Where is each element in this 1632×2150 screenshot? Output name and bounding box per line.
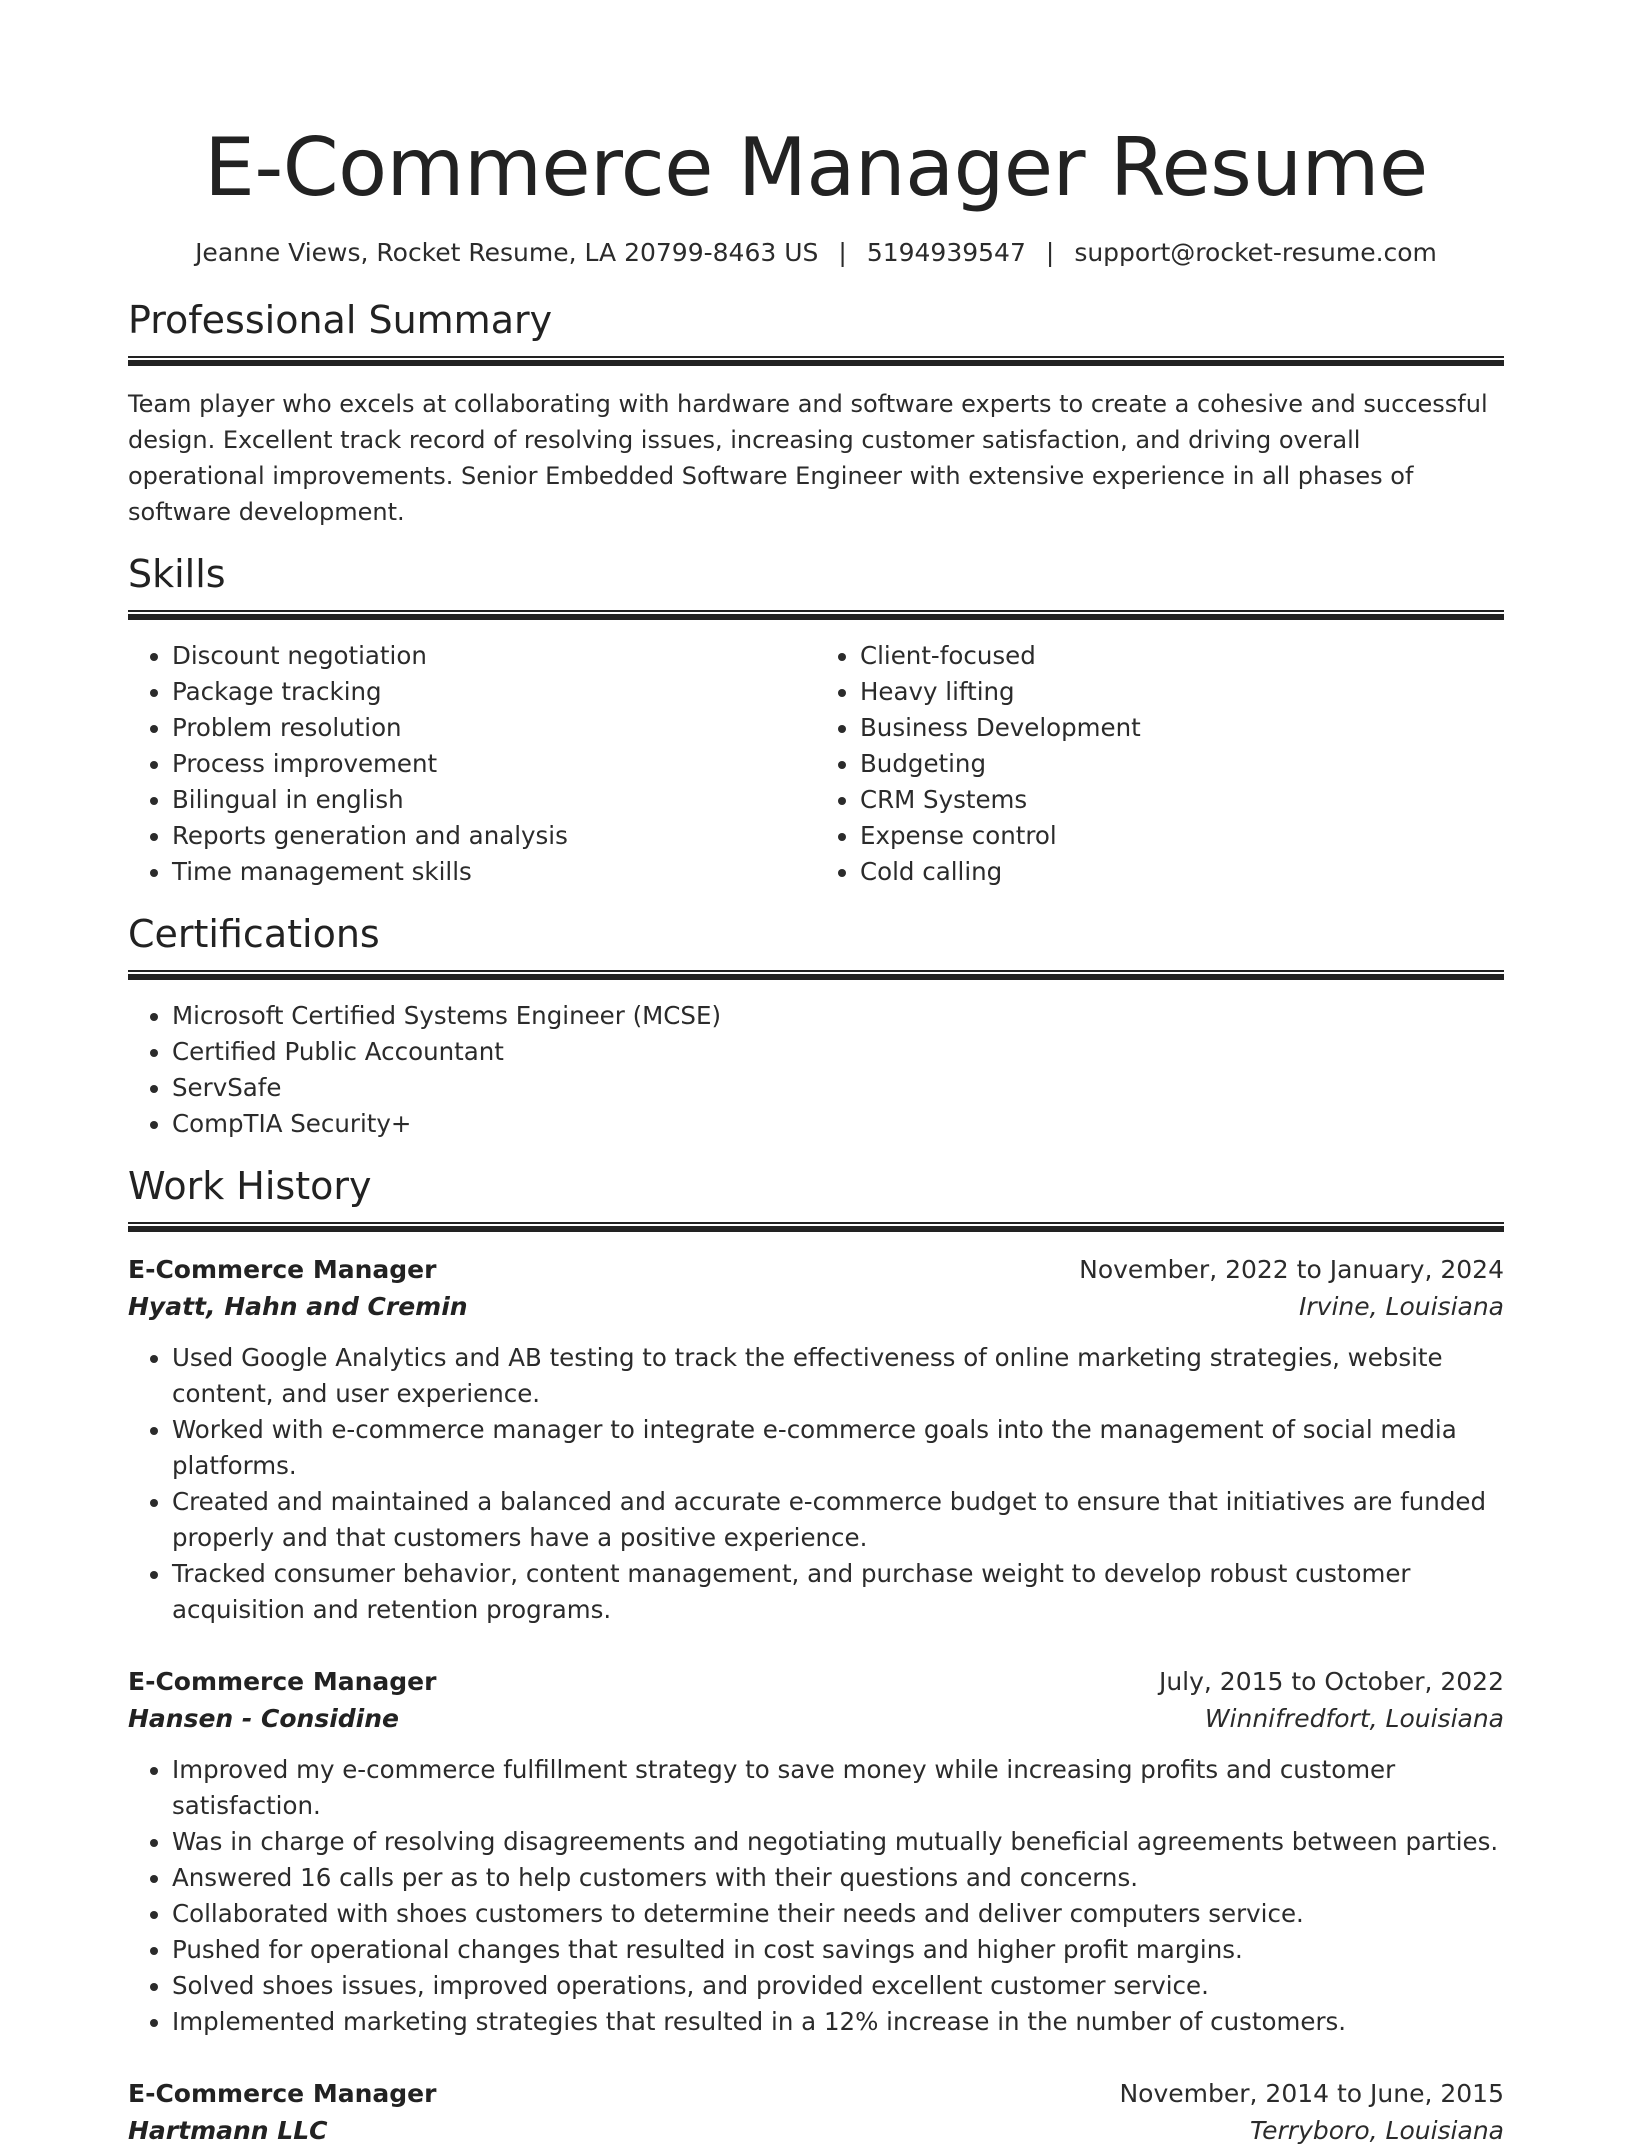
certification-item: • Microsoft Certified Systems Engineer (MCSE) <box>172 998 1504 1034</box>
section-divider <box>128 970 1504 980</box>
skills-list-left <box>128 638 816 890</box>
skill-item: • Cold calling <box>860 854 1504 890</box>
job-bullet: • Was in charge of resolving disagreements and negotiating mutually beneficial agreements between parties. <box>172 1824 1504 1860</box>
job-location: Terryboro, Louisiana <box>1249 2116 1504 2145</box>
job-bullet: • Solved shoes issues, improved operations, and provided excellent customer service. <box>172 1968 1504 2004</box>
skill-item: • Expense control <box>860 818 1504 854</box>
section-divider <box>128 356 1504 366</box>
contact-address: Jeanne Views, Rocket Resume, LA 20799-8463 US <box>195 238 819 267</box>
skill-item: • Heavy lifting <box>860 674 1504 710</box>
skill-item: • Business Development <box>860 710 1504 746</box>
job-dates: November, 2014 to June, 2015 <box>1119 2079 1504 2108</box>
job-entry <box>128 2076 1504 2150</box>
skill-item: • Problem resolution <box>172 710 816 746</box>
job-entry <box>128 1252 1504 1628</box>
work-history-heading: Work History <box>128 1164 372 1208</box>
job-bullet: • Pushed for operational changes that resulted in cost savings and higher profit margins. <box>172 1932 1504 1968</box>
job-bullet: • Answered 16 calls per as to help customers with their questions and concerns. <box>172 1860 1504 1896</box>
job-bullet: • Improved my e-commerce fulfillment strategy to save money while increasing profits and customer satisfaction. <box>172 1752 1504 1824</box>
job-bullet: • Used Google Analytics and AB testing to track the effectiveness of online marketing strategies, website content, and user experience. <box>172 1340 1504 1412</box>
contact-phone: 5194939547 <box>866 238 1026 267</box>
certification-item: • Certified Public Accountant <box>172 1034 1504 1070</box>
job-entry <box>128 1664 1504 2040</box>
job-location: Irvine, Louisiana <box>1299 1292 1504 1321</box>
contact-email: support@rocket-resume.com <box>1074 238 1437 267</box>
summary-heading: Professional Summary <box>128 298 553 342</box>
job-dates: November, 2022 to January, 2024 <box>1079 1255 1504 1284</box>
summary-text: Team player who excels at collaborating with hardware and software experts to create a cohesive and successful design. Excellent track record of resolving issues, increasing customer satisfaction, and driving overall operational improvements. Senior Embedded Software Engineer with extensive experience in all phases of software development. <box>128 390 1488 526</box>
certifications-section <box>128 910 1504 1142</box>
work-history-section <box>128 1162 1504 2150</box>
skills-heading: Skills <box>128 552 226 596</box>
skill-item: • Budgeting <box>860 746 1504 782</box>
skill-item: • Process improvement <box>172 746 816 782</box>
skills-columns <box>128 638 1504 890</box>
contact-separator: | <box>1045 238 1055 267</box>
contact-line <box>128 236 1504 270</box>
skill-item: • Discount negotiation <box>172 638 816 674</box>
skills-list-right <box>816 638 1504 890</box>
skill-item: • Client-focused <box>860 638 1504 674</box>
skill-item: • CRM Systems <box>860 782 1504 818</box>
job-bullet: • Worked with e-commerce manager to integrate e-commerce goals into the management of social media platforms. <box>172 1412 1504 1484</box>
job-title: E-Commerce Manager <box>128 2079 437 2108</box>
job-location: Winnifredfort, Louisiana <box>1204 1704 1504 1733</box>
job-bullet: • Tracked consumer behavior, content management, and purchase weight to develop robust customer acquisition and retention programs. <box>172 1556 1504 1628</box>
job-title: E-Commerce Manager <box>128 1667 437 1696</box>
certification-item: • ServSafe <box>172 1070 1504 1106</box>
job-company: Hyatt, Hahn and Cremin <box>128 1292 468 1321</box>
job-bullet: • Collaborated with shoes customers to determine their needs and deliver computers service. <box>172 1896 1504 1932</box>
job-title: E-Commerce Manager <box>128 1255 437 1284</box>
skill-item: • Package tracking <box>172 674 816 710</box>
job-dates: July, 2015 to October, 2022 <box>1158 1667 1504 1696</box>
job-bullets <box>128 1340 1504 1628</box>
skill-item: • Reports generation and analysis <box>172 818 816 854</box>
skills-section <box>128 550 1504 890</box>
contact-separator: | <box>838 238 847 267</box>
section-divider <box>128 1222 1504 1232</box>
summary-section <box>128 296 1504 530</box>
certifications-list <box>128 998 1504 1142</box>
job-company: Hansen - Considine <box>128 1704 399 1733</box>
job-company: Hartmann LLC <box>128 2116 328 2145</box>
certification-item: • CompTIA Security+ <box>172 1106 1504 1142</box>
section-divider <box>128 610 1504 620</box>
job-bullet: • Implemented marketing strategies that resulted in a 12% increase in the number of customers. <box>172 2004 1504 2040</box>
job-bullet: • Created and maintained a balanced and accurate e-commerce budget to ensure that initiatives are funded properly and that customers have a positive experience. <box>172 1484 1504 1556</box>
certifications-heading: Certifications <box>128 912 380 956</box>
skill-item: • Time management skills <box>172 854 816 890</box>
resume-title: E-Commerce Manager Resume <box>204 121 1428 214</box>
job-bullets <box>128 1752 1504 2040</box>
skill-item: • Bilingual in english <box>172 782 816 818</box>
